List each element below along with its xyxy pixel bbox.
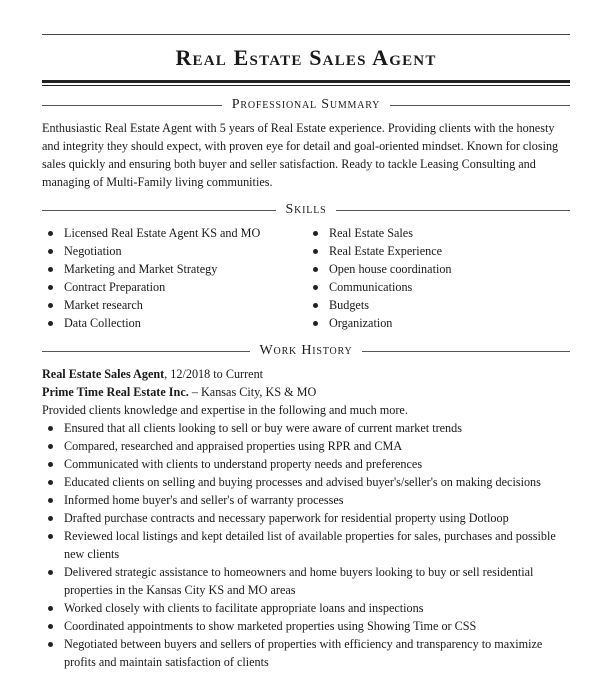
skill-item: Marketing and Market Strategy xyxy=(64,260,307,278)
skill-item: Market research xyxy=(64,296,307,314)
duty-item: Delivered strategic assistance to homeowners and home buyers looking to buy or sell residential properties in the Kansas City KS and MO areas xyxy=(64,563,570,599)
heading-rule-right xyxy=(336,210,570,211)
company-name: Prime Time Real Estate Inc. xyxy=(42,385,189,399)
heading-rule-left xyxy=(42,210,276,211)
skill-item: Budgets xyxy=(329,296,452,314)
heading-rule-left xyxy=(42,351,250,352)
duty-item: Reviewed local listings and kept detailed list of available properties for sales, purchases and possible new clients xyxy=(64,527,570,563)
resume-title: Real Estate Sales Agent xyxy=(175,45,437,70)
duty-item: Informed home buyer's and seller's of warranty processes xyxy=(64,491,570,509)
skill-item: Data Collection xyxy=(64,314,307,332)
skill-item: Open house coordination xyxy=(329,262,452,276)
summary-text: Enthusiastic Real Estate Agent with 5 years of Real Estate experience. Providing clients with the honesty and integrity they should expect, with proven eye for detail and goal-oriented mindset. Known for closing sales quickly and ensuring both buyer and seller satisfaction. Ready to tackle Leasing Consulting and managing of Multi-Family living communities. xyxy=(42,121,559,189)
duty-item: Compared, researched and appraised properties using RPR and CMA xyxy=(64,437,570,455)
duty-item: Drafted purchase contracts and necessary paperwork for residential property using Dotloop xyxy=(64,509,570,527)
job-title: Real Estate Sales Agent xyxy=(42,367,165,381)
skills-heading xyxy=(42,202,570,218)
heading-rule-left xyxy=(42,105,222,106)
duty-item: Negotiated between buyers and sellers of properties with efficiency and transparency to maximize profits and maintain satisfaction of clients xyxy=(64,635,570,671)
skill-item: Communications xyxy=(329,278,452,296)
duty-item: Coordinated appointments to show marketed properties using Showing Time or CSS xyxy=(64,617,570,635)
summary-heading xyxy=(42,97,570,113)
duty-item: Communicated with clients to understand property needs and preferences xyxy=(64,455,570,473)
job-intro: Provided clients knowledge and expertise in the following and much more. xyxy=(42,403,408,417)
skills-heading-label: Skills xyxy=(285,202,327,217)
job-title-line xyxy=(42,365,570,383)
work-heading xyxy=(42,343,570,359)
skill-item: Real Estate Sales xyxy=(329,224,452,242)
company-line xyxy=(42,383,570,401)
resume-page xyxy=(42,34,570,671)
top-rule xyxy=(42,34,570,35)
work-history xyxy=(42,365,570,671)
skills-column-right xyxy=(307,224,452,332)
heading-rule-right xyxy=(390,105,570,106)
skills-list xyxy=(42,224,570,332)
job-dates: , 12/2018 to Current xyxy=(164,367,264,381)
skills-column-left xyxy=(42,224,307,332)
title-rule xyxy=(42,80,570,86)
skill-item: Contract Preparation xyxy=(64,278,307,296)
duty-item: Educated clients on selling and buying processes and advised buyer's/seller's on making decisions xyxy=(64,473,570,491)
company-location: – Kansas City, KS & MO xyxy=(188,385,317,399)
skill-item: Real Estate Experience xyxy=(329,242,452,260)
skill-item: Organization xyxy=(329,314,452,332)
duty-item: Ensured that all clients looking to sell or buy were aware of current market trends xyxy=(64,419,570,437)
job-duties xyxy=(42,419,570,671)
skill-item: Licensed Real Estate Agent KS and MO xyxy=(64,224,307,242)
heading-rule-right xyxy=(362,351,570,352)
work-heading-label: Work History xyxy=(259,343,353,358)
summary-heading-label: Professional Summary xyxy=(231,97,381,112)
skill-item: Negotiation xyxy=(64,242,307,260)
duty-item: Worked closely with clients to facilitate appropriate loans and inspections xyxy=(64,599,570,617)
